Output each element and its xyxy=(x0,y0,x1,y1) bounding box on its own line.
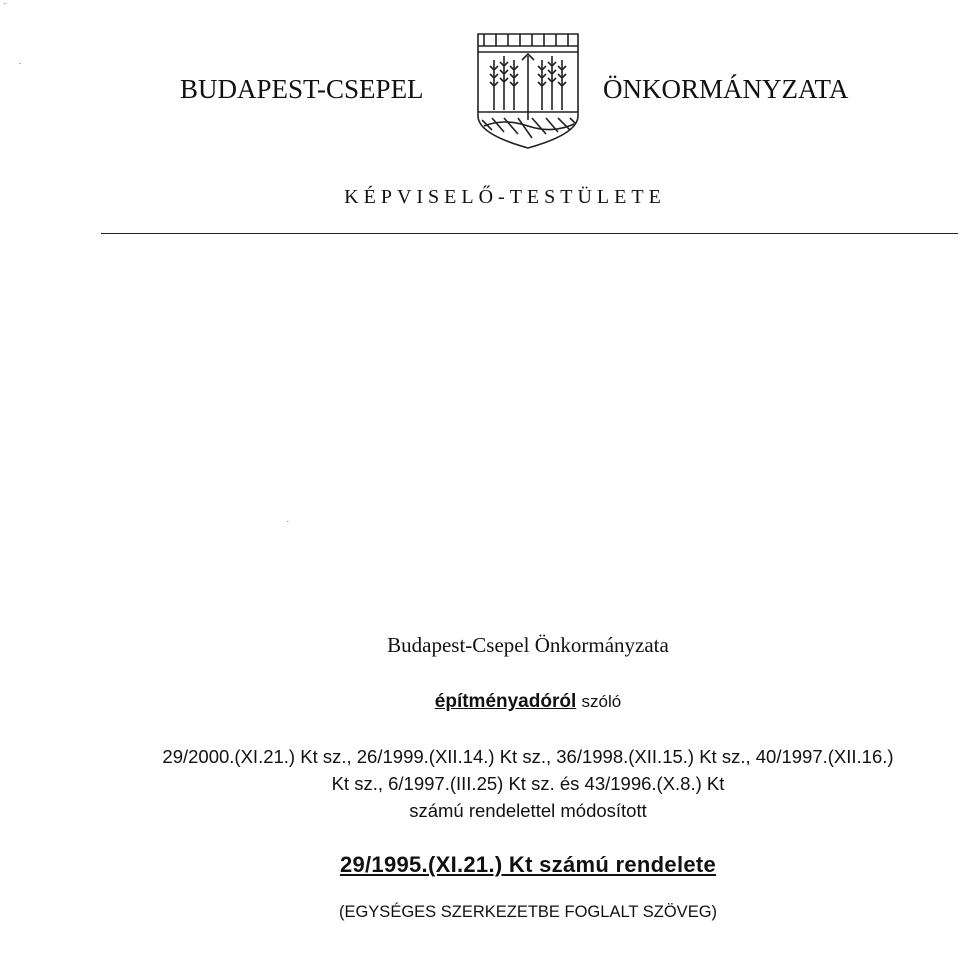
body-title: KÉPVISELŐ-TESTÜLETE xyxy=(344,186,666,208)
amendment-line: Kt sz., 6/1997.(III.25) Kt sz. és 43/1996.(X.8.) Kt xyxy=(331,773,725,794)
subject-line xyxy=(48,691,960,713)
amendment-line: 29/2000.(XI.21.) Kt sz., 26/1999.(XII.14.) Kt sz., 36/1998.(XII.15.) Kt sz., 40/1997.(XII.16.) xyxy=(162,746,894,767)
subject-suffix: szóló xyxy=(581,692,622,711)
municipality-name: BUDAPEST-CSEPEL xyxy=(180,74,424,104)
coat-of-arms-icon xyxy=(474,30,582,152)
consolidated-note: (EGYSÉGES SZERKEZETBE FOGLALT SZÖVEG) xyxy=(338,903,718,921)
amendment-list xyxy=(48,743,960,824)
scan-artifact: · xyxy=(3,0,7,10)
scan-artifact: · xyxy=(18,58,22,70)
subject-keyword: építményadóról xyxy=(434,691,577,712)
amendment-line: számú rendelettel módosított xyxy=(409,800,647,821)
organization-name: Budapest-Csepel Önkormányzata xyxy=(387,633,669,657)
scan-artifact: · xyxy=(286,516,290,528)
municipality-suffix: ÖNKORMÁNYZATA xyxy=(603,74,849,104)
header-divider xyxy=(101,233,958,234)
decree-title: 29/1995.(XI.21.) Kt számú rendelete xyxy=(339,852,717,877)
